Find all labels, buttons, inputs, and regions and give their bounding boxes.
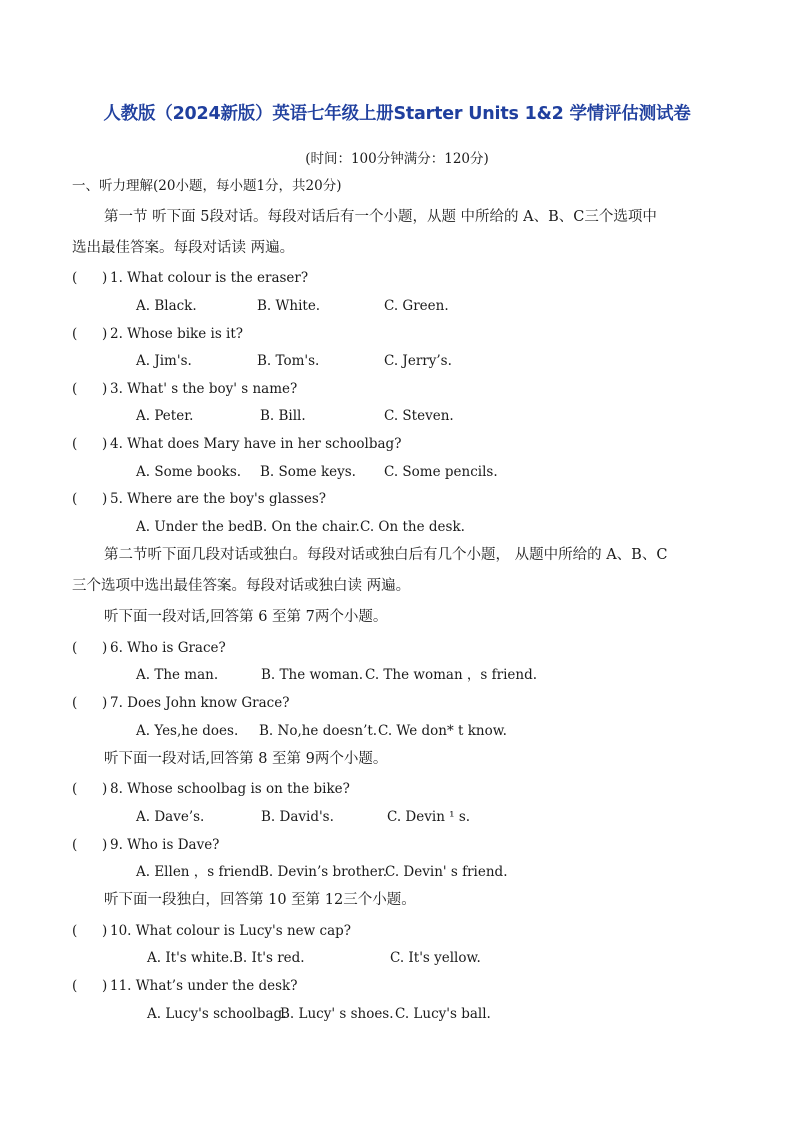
answer-paren-open[interactable]: ( xyxy=(72,923,78,939)
answer-paren-open[interactable]: ( xyxy=(72,270,78,286)
option-a: A. Peter. xyxy=(136,408,194,424)
answer-paren-close: ) xyxy=(102,270,108,286)
option-c: C. We don* t know. xyxy=(378,723,507,739)
option-a: A. Lucy's schoolbag. xyxy=(147,1006,287,1022)
answer-paren-close: ) xyxy=(102,491,108,507)
option-c: C. It's yellow. xyxy=(390,950,481,966)
answer-paren-close: ) xyxy=(102,695,108,711)
question-stem: 10. What colour is Lucy's new cap? xyxy=(110,923,352,939)
option-b: B. Tom's. xyxy=(257,353,320,369)
option-a: A. Black. xyxy=(136,298,197,314)
option-c: C. The woman ，s friend. xyxy=(365,667,538,683)
question-10 xyxy=(72,922,351,940)
option-b: B. The woman. xyxy=(261,667,364,683)
answer-paren-open[interactable]: ( xyxy=(72,978,78,994)
part1-intro-cont: 选出最佳答案。每段对话读 两遍。 xyxy=(72,240,295,256)
question-stem: 11. What’s under the desk? xyxy=(110,978,298,994)
exam-time-score: (时间：100分钟满分：120分) xyxy=(305,151,489,167)
question-3 xyxy=(72,380,297,398)
subsection-instruction: 听下面一段独白，回答第 10 至第 12三个小题。 xyxy=(104,892,416,908)
option-a: A. Some books. xyxy=(136,464,242,480)
question-stem: 1. What colour is the eraser? xyxy=(110,270,309,286)
question-stem: 4. What does Mary have in her schoolbag? xyxy=(110,436,402,452)
answer-paren-open[interactable]: ( xyxy=(72,781,78,797)
answer-paren-open[interactable]: ( xyxy=(72,640,78,656)
question-5 xyxy=(72,490,326,508)
option-b: B. Devin’s brother. xyxy=(259,864,388,880)
option-c: C. Steven. xyxy=(384,408,454,424)
subsection-instruction: 听下面一段对话,回答第 8 至第 9两个小题。 xyxy=(104,751,388,767)
part1-intro: 第一节 听下面 5段对话。每段对话后有一个小题，从题 中所给的 A、B、C三个选项中 xyxy=(104,209,657,225)
option-a: A. It's white. xyxy=(147,950,234,966)
option-b: B. No,he doesn’t. xyxy=(259,723,378,739)
question-7 xyxy=(72,694,289,712)
option-c: C. Devin' s friend. xyxy=(385,864,508,880)
question-stem: 3. What' s the boy' s name? xyxy=(110,381,298,397)
answer-paren-open[interactable]: ( xyxy=(72,436,78,452)
answer-paren-close: ) xyxy=(102,640,108,656)
answer-paren-close: ) xyxy=(102,923,108,939)
option-b: B. Some keys. xyxy=(260,464,356,480)
question-stem: 8. Whose schoolbag is on the bike? xyxy=(110,781,350,797)
option-a: A. Yes,he does. xyxy=(136,723,239,739)
question-9 xyxy=(72,836,219,854)
option-b: B. David's. xyxy=(261,809,334,825)
question-stem: 9. Who is Dave? xyxy=(110,837,220,853)
option-a: A. Ellen ，s friend. xyxy=(136,864,264,880)
option-c: C. Green. xyxy=(384,298,449,314)
answer-paren-close: ) xyxy=(102,837,108,853)
question-11 xyxy=(72,977,297,995)
option-c: C. Devin ¹ s. xyxy=(387,809,471,825)
question-2 xyxy=(72,325,243,343)
option-a: A. Dave’s. xyxy=(136,809,205,825)
question-6 xyxy=(72,639,226,657)
answer-paren-close: ) xyxy=(102,978,108,994)
exam-title: 人教版（2024新版）英语七年级上册Starter Units 1&2 学情评估测试卷 xyxy=(103,104,691,124)
option-c: C. Some pencils. xyxy=(384,464,498,480)
option-b: B. On the chair. xyxy=(253,519,360,535)
question-1 xyxy=(72,269,308,287)
option-b: B. It's red. xyxy=(233,950,305,966)
option-c: C. On the desk. xyxy=(360,519,465,535)
option-a: A. The man. xyxy=(136,667,219,683)
section-heading: 一、听力理解(20小题，每小题1分，共20分) xyxy=(72,178,342,194)
question-stem: 6. Who is Grace? xyxy=(110,640,226,656)
question-stem: 2. Whose bike is it? xyxy=(110,326,244,342)
option-b: B. Bill. xyxy=(260,408,306,424)
answer-paren-close: ) xyxy=(102,326,108,342)
answer-paren-open[interactable]: ( xyxy=(72,381,78,397)
option-a: A. Under the bed. xyxy=(136,519,258,535)
question-stem: 5. Where are the boy's glasses? xyxy=(110,491,326,507)
subsection-instruction: 听下面一段对话,回答第 6 至第 7两个小题。 xyxy=(104,609,388,625)
answer-paren-close: ) xyxy=(102,781,108,797)
answer-paren-close: ) xyxy=(102,381,108,397)
part2-intro-cont: 三个选项中选出最佳答案。每段对话或独白读 两遍。 xyxy=(72,578,411,594)
question-8 xyxy=(72,780,350,798)
answer-paren-open[interactable]: ( xyxy=(72,326,78,342)
answer-paren-open[interactable]: ( xyxy=(72,695,78,711)
option-c: C. Jerry’s. xyxy=(384,353,452,369)
option-c: C. Lucy's ball. xyxy=(395,1006,491,1022)
answer-paren-close: ) xyxy=(102,436,108,452)
answer-paren-open[interactable]: ( xyxy=(72,491,78,507)
answer-paren-open[interactable]: ( xyxy=(72,837,78,853)
option-b: B. Lucy' s shoes. xyxy=(280,1006,394,1022)
question-4 xyxy=(72,435,401,453)
part2-intro: 第二节听下面几段对话或独白。每段对话或独白后有几个小题， 从题中所给的 A、B、C xyxy=(104,547,668,563)
option-b: B. White. xyxy=(257,298,321,314)
option-a: A. Jim's. xyxy=(136,353,192,369)
question-stem: 7. Does John know Grace? xyxy=(110,695,290,711)
